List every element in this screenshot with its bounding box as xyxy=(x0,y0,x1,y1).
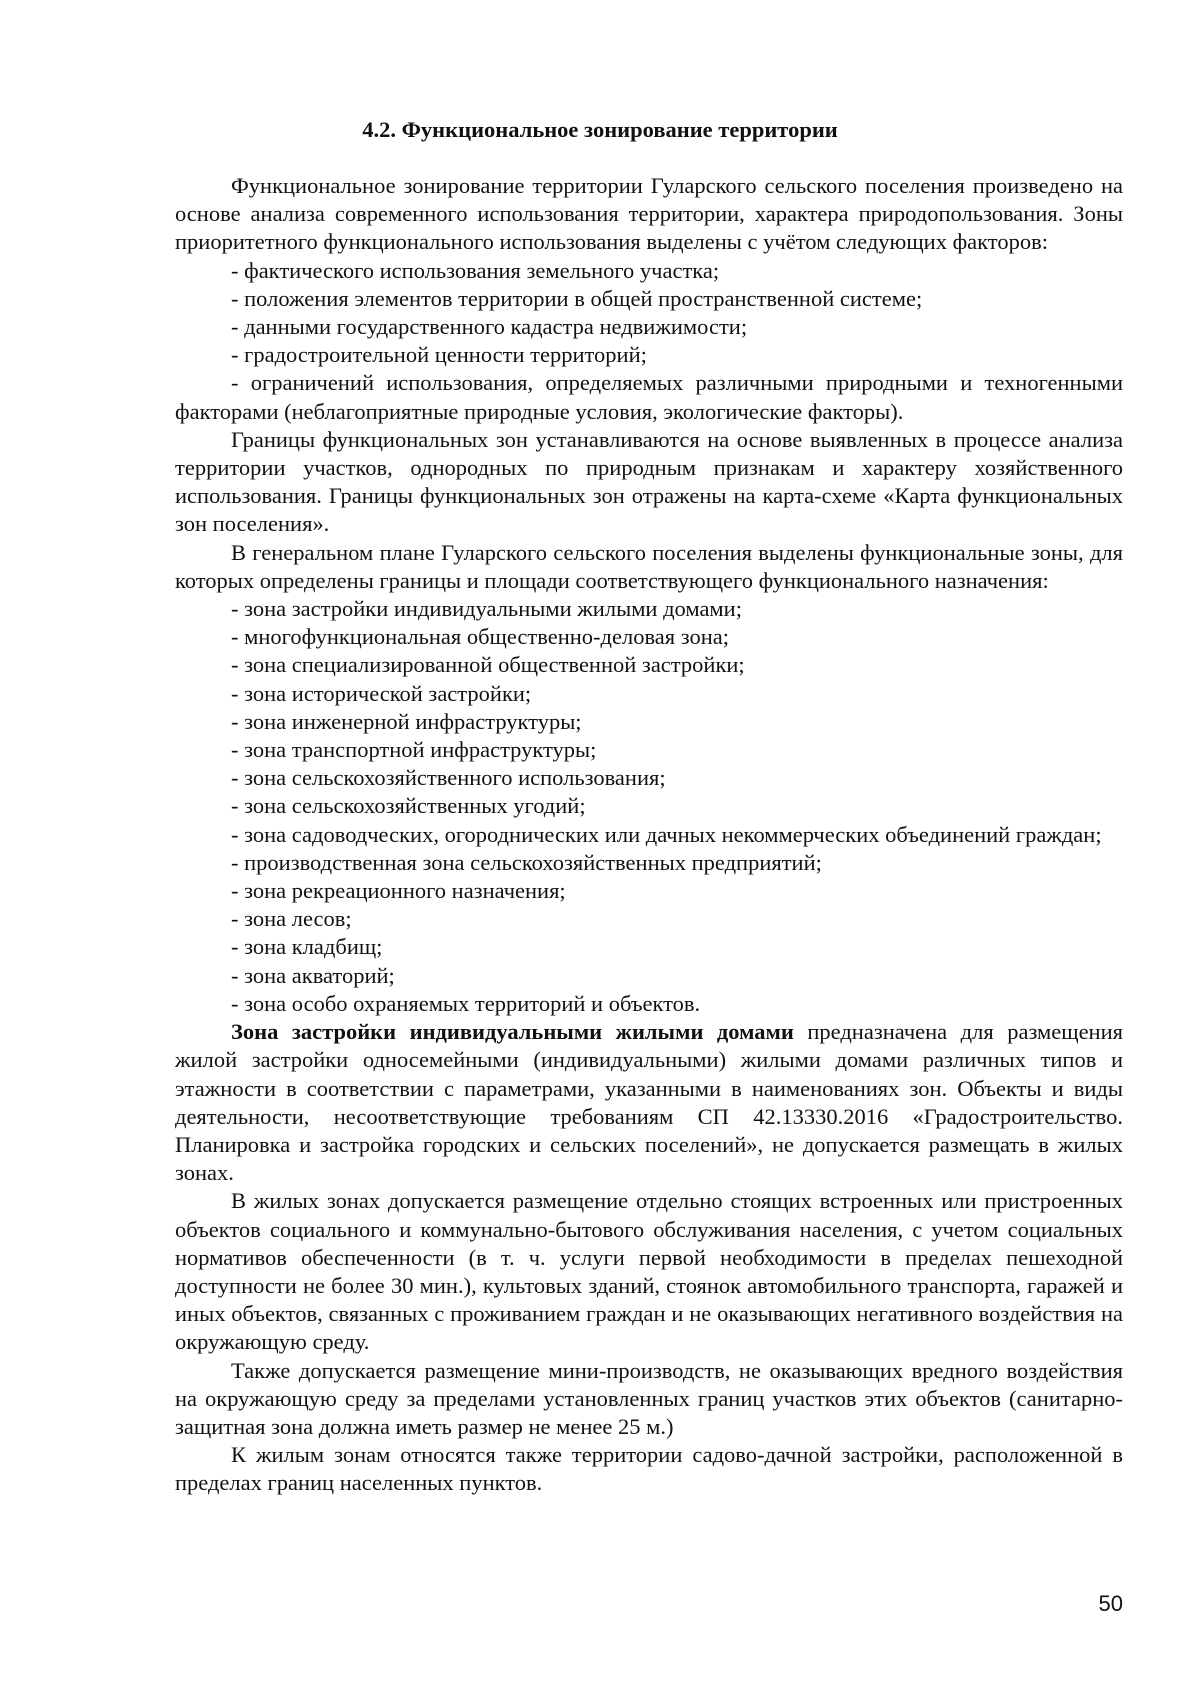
garden-territories-paragraph: К жилым зонам относятся также территории садово-дачной застройки, расположенной в пределах границ населенных пунктов. xyxy=(175,1442,1123,1496)
intro-paragraph: Функциональное зонирование территории Гуларского сельского поселения произведено на основе анализа современного использования территории, характера природопользования. Зоны приоритетного функционального использования выделены с учётом следующих факторов: xyxy=(175,173,1123,255)
residential-zone-paragraph xyxy=(175,1018,1123,1187)
zone-item: - многофункциональная общественно-деловая зона; xyxy=(231,624,730,650)
zone-item: - зона застройки индивидуальными жилыми домами; xyxy=(231,596,742,622)
section-heading: 4.2. Функциональное зонирование территории xyxy=(362,117,838,142)
factor-item: - градостроительной ценности территорий; xyxy=(231,342,647,368)
zone-item: - зона исторической застройки; xyxy=(231,680,532,706)
allowed-objects-paragraph: В жилых зонах допускается размещение отдельно стоящих встроенных или пристроенных объектов социального и коммунально-бытового обслуживания населения, с учетом социальных нормативов обеспеченности (в т. ч. услуги первой необходимости в пределах пешеходной доступности не более 30 мин.), культовых зданий, стоянок автомобильного транспорта, гаражей и иных объектов, связанных с проживанием граждан и не оказывающих негативного воздействия на окружающую среду. xyxy=(175,1188,1123,1355)
zone-item: - зона кладбищ; xyxy=(231,934,383,960)
residential-zone-description: предназначена для размещения жилой застройки односемейными (индивидуальными) жилыми домами различных типов и этажности в соответствии с параметрами, указанными в наименованиях зон. Объекты и виды деятельности, несоответствующие требованиям СП 42.13330.2016 «Градостроительство. Планировка и застройка городских и сельских поселений», не допускается размещать в жилых зонах. xyxy=(175,1019,1123,1186)
mini-production-paragraph: Также допускается размещение мини-производств, не оказывающих вредного воздействия на окружающую среду за пределами установленных границ участков этих объектов (санитарно-защитная зона должна иметь размер не менее 25 м.) xyxy=(175,1357,1123,1439)
factor-item: - данными государственного кадастра недвижимости; xyxy=(231,314,748,340)
zone-item: - зона лесов; xyxy=(231,906,352,932)
document-body xyxy=(175,172,1123,1498)
zone-item: - зона сельскохозяйственных угодий; xyxy=(231,793,586,819)
zone-item: - производственная зона сельскохозяйственных предприятий; xyxy=(231,849,822,875)
zone-item: - зона сельскохозяйственного использования; xyxy=(231,765,666,791)
zone-item: - зона садоводческих, огороднических или дачных некоммерческих объединений граждан; xyxy=(231,821,1102,847)
zone-item: - зона акваторий; xyxy=(231,962,395,988)
boundaries-paragraph: Границы функциональных зон устанавливаются на основе выявленных в процессе анализа территории участков, однородных по природным признакам и характеру хозяйственного использования. Границы функциональных зон отражены на карта-схеме «Карта функциональных зон поселения». xyxy=(175,426,1123,537)
page-number: 50 xyxy=(1098,1591,1123,1616)
factor-item: - фактического использования земельного участка; xyxy=(231,257,720,283)
zone-item: - зона особо охраняемых территорий и объектов. xyxy=(231,990,701,1016)
factor-item: - положения элементов территории в общей пространственной системе; xyxy=(231,285,923,311)
zone-item: - зона рекреационного назначения; xyxy=(231,878,566,904)
plan-intro-paragraph: В генеральном плане Гуларского сельского поселения выделены функциональные зоны, для которых определены границы и площади соответствующего функционального назначения: xyxy=(175,539,1123,593)
zone-item: - зона транспортной инфраструктуры; xyxy=(231,737,597,763)
zone-item: - зона специализированной общественной застройки; xyxy=(231,652,745,678)
zone-item: - зона инженерной инфраструктуры; xyxy=(231,708,582,734)
factor-item: - ограничений использования, определяемых различными природными и техногенными факторами (неблагоприятные природные условия, экологические факторы). xyxy=(175,370,1123,424)
residential-zone-term: Зона застройки индивидуальными жилыми домами xyxy=(231,1019,794,1045)
